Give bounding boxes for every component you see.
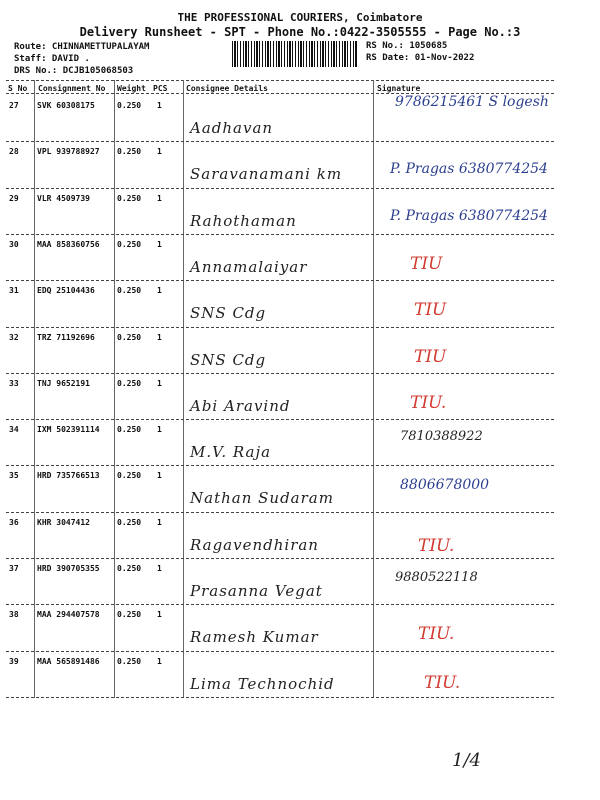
col-header-consignee: Consignee Details	[186, 84, 268, 93]
consignee-name: Ramesh Kumar	[190, 628, 319, 647]
consignee-name: Nathan Sudaram	[190, 489, 334, 508]
page-mark: 1/4	[452, 750, 481, 771]
row-consignment-no: HRD 735766513	[37, 471, 100, 481]
col-header-signature: Signature	[377, 84, 421, 93]
row-pcs: 1	[157, 425, 162, 435]
staff-label: Staff: DAVID .	[14, 54, 90, 64]
barcode	[232, 41, 358, 67]
row-weight: 0.250	[117, 378, 142, 388]
col-header-consignment: Consignment No	[38, 84, 106, 93]
row-weight: 0.250	[117, 239, 142, 249]
row-signature: P. Pragas 6380774254	[390, 161, 548, 178]
row-separator	[6, 697, 554, 698]
row-weight: 0.250	[117, 193, 142, 203]
row-weight: 0.250	[117, 101, 142, 110]
consignee-name: Prasanna Vegat	[190, 582, 323, 600]
consignee-name: Saravanamani km	[190, 165, 343, 184]
row-sno: 36	[9, 517, 19, 527]
row-separator	[6, 558, 554, 559]
route-label: Route: CHINNAMETTUPALAYAM	[14, 42, 150, 52]
row-weight: 0.250	[117, 656, 142, 666]
row-pcs: 1	[157, 471, 162, 481]
row-sno: 31	[9, 286, 19, 296]
row-pcs: 1	[157, 610, 162, 620]
row-separator	[6, 512, 554, 513]
row-weight: 0.250	[117, 471, 142, 481]
col-divider	[114, 80, 115, 698]
col-divider	[183, 80, 184, 698]
row-signature: TIU.	[424, 672, 461, 693]
row-signature: 7810388922	[400, 429, 483, 445]
row-sno: 39	[9, 656, 19, 666]
row-consignment-no: MAA 858360756	[37, 239, 100, 249]
row-separator	[6, 280, 554, 281]
col-header-sno: S No	[8, 84, 28, 93]
row-pcs: 1	[157, 193, 162, 203]
consignee-name: Lima Technochid	[190, 674, 335, 693]
row-consignment-no: KHR 3047412	[37, 517, 90, 527]
row-signature: TIU.	[418, 624, 455, 645]
row-weight: 0.250	[117, 147, 142, 157]
consignee-name: Rahothaman	[190, 211, 297, 230]
row-sno: 29	[9, 193, 19, 203]
row-consignment-no: VPL 939788927	[37, 147, 100, 157]
row-separator	[6, 465, 554, 466]
row-separator	[6, 327, 554, 328]
row-signature: 9786215461 S logesh	[395, 94, 549, 110]
runsheet-title: Delivery Runsheet - SPT - Phone No.:0422-3505555 - Page No.:3	[79, 25, 521, 39]
drs-number: DRS No.: DCJB105068503	[14, 66, 134, 76]
row-pcs: 1	[157, 656, 162, 666]
row-pcs: 1	[157, 101, 162, 110]
table-top-rule	[6, 80, 554, 81]
row-signature: TIU	[414, 300, 447, 321]
consignee-name: Ragavendhiran	[190, 535, 319, 554]
row-separator	[6, 604, 554, 605]
row-signature: TIU.	[418, 535, 455, 556]
row-sno: 37	[9, 564, 19, 573]
row-separator	[6, 373, 554, 374]
row-weight: 0.250	[117, 610, 142, 620]
row-sno: 33	[9, 378, 19, 388]
company-title: THE PROFESSIONAL COURIERS, Coimbatore	[177, 11, 423, 24]
row-sno: 27	[9, 101, 19, 110]
row-pcs: 1	[157, 564, 162, 573]
row-consignment-no: EDQ 25104436	[37, 286, 95, 296]
col-divider	[373, 80, 374, 698]
consignee-name: M.V. Raja	[190, 443, 272, 462]
row-sno: 28	[9, 147, 19, 157]
row-weight: 0.250	[117, 286, 142, 296]
row-signature: TIU.	[410, 392, 447, 413]
row-separator	[6, 141, 554, 142]
row-separator	[6, 651, 554, 652]
consignee-name: SNS Cdg	[190, 350, 267, 369]
row-pcs: 1	[157, 517, 162, 527]
row-consignment-no: TNJ 9652191	[37, 378, 90, 388]
row-weight: 0.250	[117, 517, 142, 527]
row-pcs: 1	[157, 332, 162, 342]
row-signature: TIU	[414, 346, 447, 367]
row-pcs: 1	[157, 378, 162, 388]
row-separator	[6, 188, 554, 189]
row-signature: TIU	[410, 253, 443, 274]
row-consignment-no: SVK 60308175	[37, 101, 95, 110]
row-weight: 0.250	[117, 332, 142, 342]
col-header-pcs: PCS	[153, 84, 168, 93]
row-consignment-no: VLR 4509739	[37, 193, 90, 203]
row-consignment-no: MAA 294407578	[37, 610, 100, 620]
row-consignment-no: TRZ 71192696	[37, 332, 95, 342]
row-separator	[6, 419, 554, 420]
row-sno: 34	[9, 425, 19, 435]
row-sno: 38	[9, 610, 19, 620]
row-signature: 8806678000	[400, 477, 490, 494]
row-signature: 9880522118	[395, 570, 478, 585]
row-consignment-no: HRD 390705355	[37, 564, 100, 573]
col-header-weight: Weight	[117, 84, 146, 93]
row-pcs: 1	[157, 147, 162, 157]
row-pcs: 1	[157, 239, 162, 249]
row-sno: 35	[9, 471, 19, 481]
row-consignment-no: IXM 502391114	[37, 425, 100, 435]
consignee-name: Aadhavan	[190, 119, 274, 137]
rs-date: RS Date: 01-Nov-2022	[366, 53, 475, 63]
consignee-name: SNS Cdg	[190, 304, 267, 323]
consignee-name: Abi Aravind	[190, 396, 291, 415]
row-weight: 0.250	[117, 564, 142, 573]
row-separator	[6, 234, 554, 235]
col-divider	[34, 80, 35, 698]
rs-number: RS No.: 1050685	[366, 41, 448, 51]
row-weight: 0.250	[117, 425, 142, 435]
row-pcs: 1	[157, 286, 162, 296]
row-sno: 32	[9, 332, 19, 342]
row-consignment-no: MAA 565891486	[37, 656, 100, 666]
consignee-name: Annamalaiyar	[190, 257, 308, 276]
row-signature: P. Pragas 6380774254	[390, 207, 548, 224]
row-sno: 30	[9, 239, 19, 249]
